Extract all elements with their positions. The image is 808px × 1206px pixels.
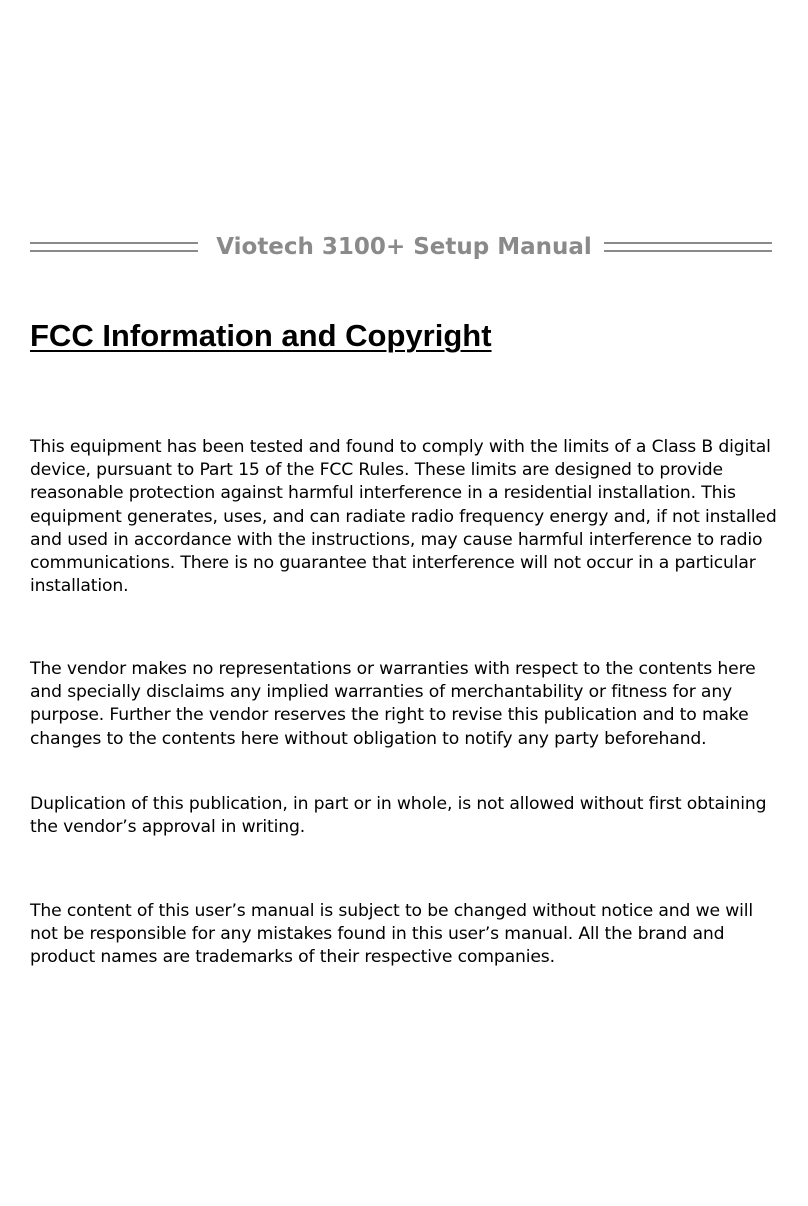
- trademark-notice-paragraph: The content of this user’s manual is subject to be changed without notice and we will not be responsible for any mistakes found in this user’s manual. All the brand and product names are trademarks of their respective companies.: [30, 901, 754, 968]
- duplication-notice-paragraph: Duplication of this publication, in part or in whole, is not allowed without first obtaining the vendor’s approval in writing.: [30, 794, 767, 838]
- running-header: [30, 230, 772, 264]
- fcc-statement-paragraph: This equipment has been tested and found to comply with the limits of a Class B digital device, pursuant to Part 15 of the FCC Rules. These limits are designed to provide reasonable protection against harmful interference in a residential installation. This equipment generates, uses, and can radiate radio frequency energy and, if not installed and used in accordance with the instructions, may cause harmful interference to radio communications. There is no guarantee that interference will not occur in a particular installation.: [30, 437, 777, 597]
- section-heading: FCC Information and Copyright: [30, 318, 492, 353]
- warranty-disclaimer-paragraph: The vendor makes no representations or warranties with respect to the contents here and specially disclaims any implied warranties of merchantability or fitness for any purpose. Further the vendor reserves the right to revise this publication and to make changes to the contents here without obligation to notify any party beforehand.: [30, 659, 756, 749]
- header-rule-left: [30, 242, 198, 252]
- manual-title: Viotech 3100+ Setup Manual: [216, 234, 592, 260]
- header-rule-right: [604, 242, 772, 252]
